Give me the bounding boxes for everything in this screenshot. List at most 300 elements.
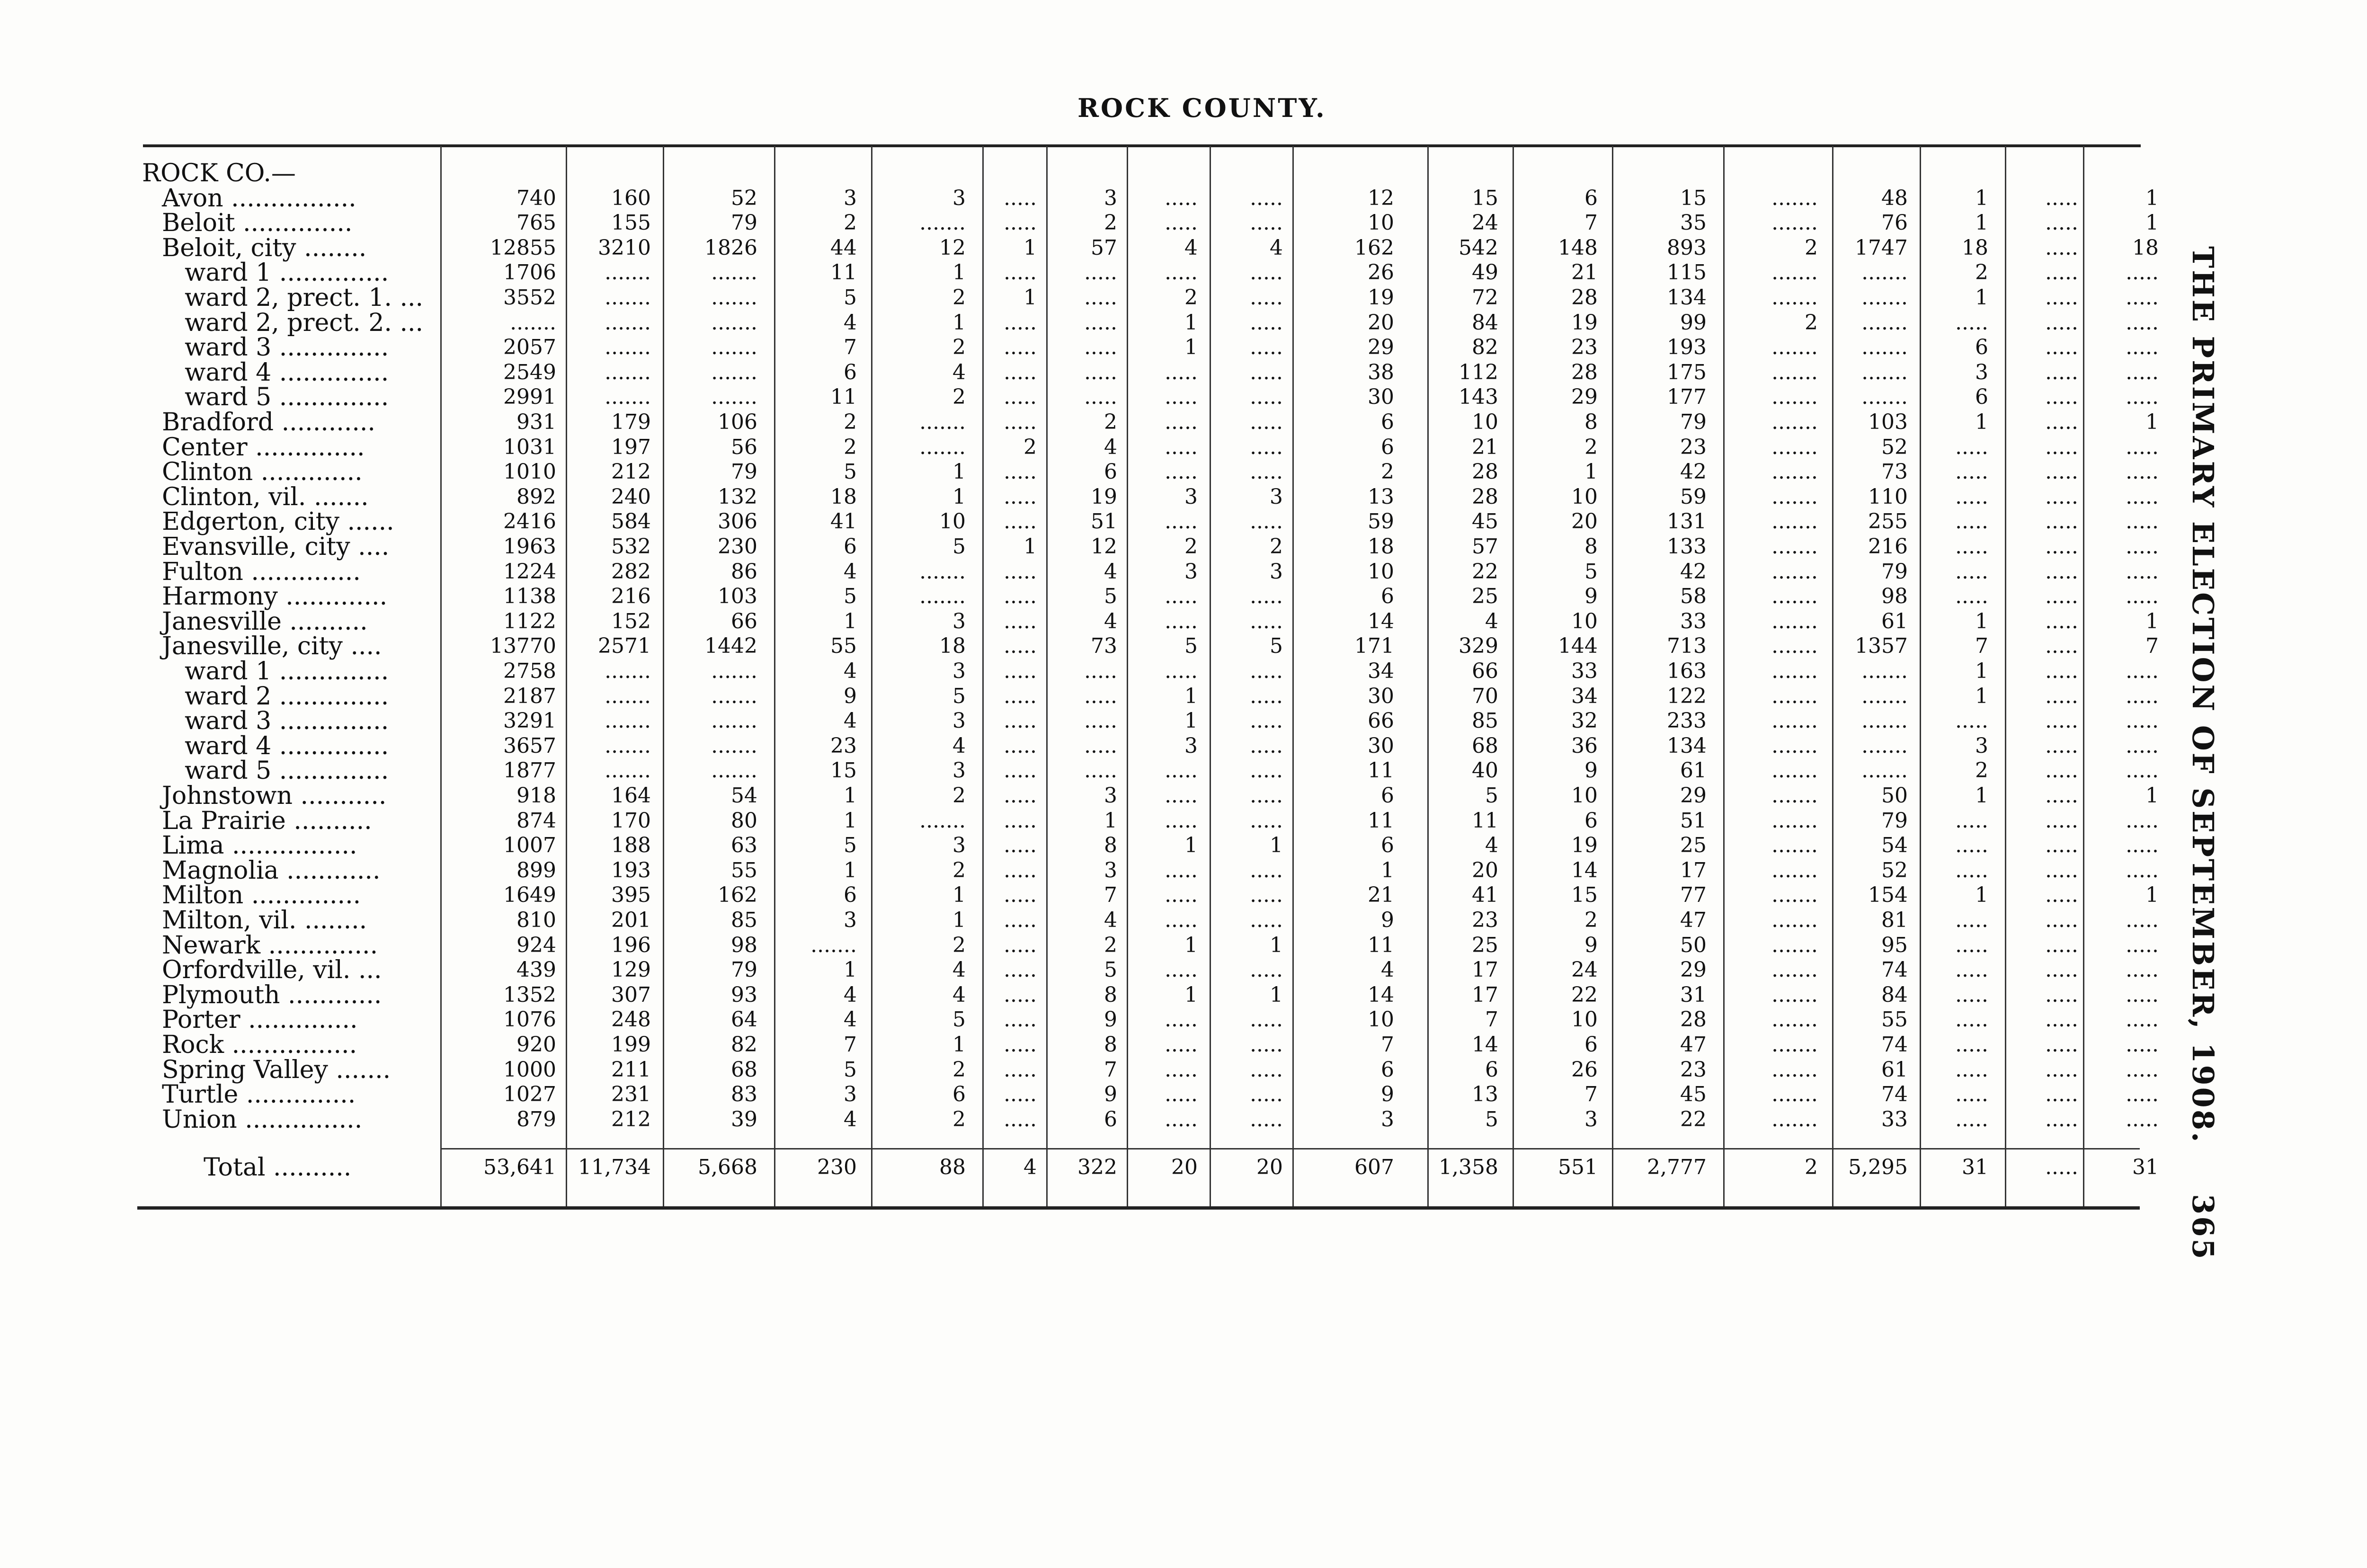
table-cell: ..... xyxy=(2045,609,2078,633)
table-cell: 2 xyxy=(952,1107,966,1131)
table-cell: ..... xyxy=(2126,1082,2159,1106)
table-cell: 193 xyxy=(1667,335,1707,359)
table-cell: 9 xyxy=(844,684,857,708)
table-cell: 72 xyxy=(1472,285,1498,310)
table-cell: ....... xyxy=(711,360,757,384)
table-cell: ..... xyxy=(1004,1082,1037,1106)
table-cell: 54 xyxy=(1881,833,1908,857)
table-cell: ....... xyxy=(1771,734,1818,758)
table-cell: ..... xyxy=(2126,758,2159,783)
table-cell: ....... xyxy=(1771,634,1818,658)
table-cell: 77 xyxy=(1680,883,1707,907)
table-cell: ..... xyxy=(1250,758,1283,783)
table-cell: 1 xyxy=(1975,883,1988,907)
table-cell: 2187 xyxy=(503,684,556,708)
table-cell: 5 xyxy=(1104,584,1117,608)
table-cell: 1 xyxy=(1023,535,1037,559)
table-cell: ..... xyxy=(1004,684,1037,708)
table-cell: ....... xyxy=(711,285,757,310)
table-cell: 59 xyxy=(1680,485,1707,509)
table-cell: 18 xyxy=(939,634,966,658)
row-label: ward 4 .............. xyxy=(185,358,389,387)
table-cell: 17 xyxy=(1680,858,1707,882)
table-cell: 1 xyxy=(952,260,966,285)
table-cell: 82 xyxy=(731,1033,757,1057)
table-cell: 3 xyxy=(844,186,857,210)
table-cell: 10 xyxy=(1368,1007,1394,1032)
table-cell: ..... xyxy=(2045,535,2078,559)
table-cell: 19 xyxy=(1571,833,1598,857)
table-cell: 171 xyxy=(1354,634,1394,658)
table-cell: 4 xyxy=(844,983,857,1007)
table-cell: 5 xyxy=(1485,784,1498,808)
table-cell: 11 xyxy=(1368,809,1394,833)
table-cell: ..... xyxy=(2045,211,2078,235)
table-cell: 28 xyxy=(1571,360,1598,384)
table-cell: ..... xyxy=(1004,1033,1037,1057)
table-cell: 2 xyxy=(952,858,966,882)
table-cell: 23 xyxy=(1472,908,1498,932)
table-cell: ..... xyxy=(2045,460,2078,484)
table-cell: 76 xyxy=(1881,211,1908,235)
table-cell: ....... xyxy=(1771,609,1818,633)
leader-dots: .... xyxy=(342,632,382,660)
row-label: ward 5 .............. xyxy=(185,757,389,785)
table-cell: 1 xyxy=(952,485,966,509)
table-cell: ..... xyxy=(2126,1007,2159,1032)
row-label: ward 2, prect. 2. ... xyxy=(185,309,424,337)
leader-dots: .............. xyxy=(271,682,389,711)
table-cell: ..... xyxy=(2126,933,2159,957)
table-cell: ..... xyxy=(1004,933,1037,957)
table-cell: ..... xyxy=(1955,435,1988,459)
table-cell: ..... xyxy=(2045,809,2078,833)
table-cell: 230 xyxy=(817,1155,857,1179)
table-cell: 79 xyxy=(731,211,757,235)
row-label: Milton .............. xyxy=(162,881,361,909)
table-cell: 122 xyxy=(1667,684,1707,708)
table-cell: 12855 xyxy=(490,236,556,260)
table-cell: ....... xyxy=(919,584,966,608)
table-cell: ..... xyxy=(1250,659,1283,683)
table-cell: 1 xyxy=(1270,983,1283,1007)
table-cell: ....... xyxy=(605,285,651,310)
table-cell: 148 xyxy=(1558,236,1598,260)
table-cell: ..... xyxy=(1004,385,1037,409)
table-cell: ....... xyxy=(1771,335,1818,359)
table-cell: ..... xyxy=(2126,1058,2159,1082)
table-cell: ..... xyxy=(2045,883,2078,907)
table-cell: 23 xyxy=(1680,435,1707,459)
table-cell: 28 xyxy=(1472,485,1498,509)
table-cell: 1 xyxy=(1270,933,1283,957)
table-cell: 66 xyxy=(1472,659,1498,683)
table-cell: 5 xyxy=(952,684,966,708)
table-cell: ..... xyxy=(2045,784,2078,808)
table-cell: ....... xyxy=(1861,659,1908,683)
table-cell: 19 xyxy=(1091,485,1117,509)
table-cell: ..... xyxy=(1004,485,1037,509)
table-cell: 170 xyxy=(611,809,651,833)
table-cell: ....... xyxy=(1771,485,1818,509)
table-cell: 1 xyxy=(844,609,857,633)
table-cell: 1 xyxy=(2145,609,2159,633)
table-cell: 4 xyxy=(1184,236,1198,260)
table-cell: ....... xyxy=(605,684,651,708)
table-cell: 68 xyxy=(1472,734,1498,758)
table-cell: 2 xyxy=(1184,285,1198,310)
row-label: Union ............... xyxy=(162,1105,363,1134)
table-cell: 3 xyxy=(952,833,966,857)
leader-dots: .......... xyxy=(265,1153,352,1182)
table-cell: 3 xyxy=(1104,858,1117,882)
table-cell: 2 xyxy=(952,933,966,957)
table-cell: 61 xyxy=(1680,758,1707,783)
table-cell: ..... xyxy=(1084,260,1117,285)
row-label: Magnolia ............ xyxy=(162,856,381,885)
row-label: Evansville, city .... xyxy=(162,533,390,561)
table-cell: 5 xyxy=(1104,958,1117,982)
table-cell: 18 xyxy=(2132,236,2159,260)
table-cell: 1122 xyxy=(503,609,556,633)
table-cell: ..... xyxy=(1250,335,1283,359)
table-cell: ..... xyxy=(1004,883,1037,907)
table-cell: ....... xyxy=(1771,1007,1818,1032)
table-cell: 7 xyxy=(1584,1082,1598,1106)
table-cell: 4 xyxy=(1270,236,1283,260)
table-cell: 3 xyxy=(1184,485,1198,509)
leader-dots: ............ xyxy=(280,981,382,1009)
row-label: Janesville, city .... xyxy=(162,632,382,660)
table-cell: 55 xyxy=(830,634,857,658)
table-cell: 255 xyxy=(1868,509,1908,534)
table-cell: 5 xyxy=(844,460,857,484)
table-cell: 36 xyxy=(1571,734,1598,758)
table-cell: 82 xyxy=(1472,335,1498,359)
table-cell: 1224 xyxy=(503,560,556,584)
table-cell: ....... xyxy=(1771,758,1818,783)
table-cell: 1 xyxy=(844,958,857,982)
table-cell: 1 xyxy=(2145,211,2159,235)
table-cell: 3 xyxy=(1584,1107,1598,1131)
column-rule xyxy=(1427,146,1429,1206)
table-cell: 11 xyxy=(830,260,857,285)
table-cell: 11 xyxy=(830,385,857,409)
table-cell: 6 xyxy=(952,1082,966,1106)
table-cell: ..... xyxy=(1004,211,1037,235)
table-cell: 201 xyxy=(611,908,651,932)
row-label: Beloit, city ........ xyxy=(162,234,367,262)
row-label: Janesville .......... xyxy=(162,607,368,636)
table-cell: ....... xyxy=(605,758,651,783)
table-cell: 248 xyxy=(611,1007,651,1032)
table-cell: 21 xyxy=(1368,883,1394,907)
leader-dots: ........ xyxy=(296,234,367,262)
table-cell: 49 xyxy=(1472,260,1498,285)
table-cell: ..... xyxy=(1955,908,1988,932)
row-label: Edgerton, city ...... xyxy=(162,508,394,536)
table-cell: 80 xyxy=(731,809,757,833)
table-cell: 103 xyxy=(718,584,757,608)
table-cell: 1 xyxy=(2145,883,2159,907)
table-cell: 1 xyxy=(844,784,857,808)
table-cell: ..... xyxy=(1165,1058,1198,1082)
table-cell: 10 xyxy=(939,509,966,534)
table-cell: 7 xyxy=(1485,1007,1498,1032)
table-cell: 212 xyxy=(611,1107,651,1131)
row-label: ward 2 .............. xyxy=(185,682,389,711)
table-cell: 2 xyxy=(1270,535,1283,559)
table-cell: 4 xyxy=(952,983,966,1007)
table-cell: ....... xyxy=(1861,709,1908,733)
table-cell: 874 xyxy=(516,809,556,833)
table-cell: ..... xyxy=(1165,883,1198,907)
table-cell: 1 xyxy=(2145,784,2159,808)
table-cell: 395 xyxy=(611,883,651,907)
table-cell: ..... xyxy=(1250,509,1283,534)
table-cell: ..... xyxy=(2045,958,2078,982)
table-cell: 98 xyxy=(731,933,757,957)
table-cell: ..... xyxy=(1165,1033,1198,1057)
table-cell: 3291 xyxy=(503,709,556,733)
table-cell: 83 xyxy=(731,1082,757,1106)
table-cell: 211 xyxy=(611,1058,651,1082)
table-cell: 1 xyxy=(1184,335,1198,359)
table-cell: 216 xyxy=(611,584,651,608)
table-cell: ..... xyxy=(2126,809,2159,833)
table-cell: 19 xyxy=(1571,311,1598,335)
table-cell: 4 xyxy=(1485,609,1498,633)
table-cell: ..... xyxy=(1955,709,1988,733)
table-cell: ..... xyxy=(2045,485,2078,509)
table-cell: ..... xyxy=(1004,659,1037,683)
table-cell: 4 xyxy=(1381,958,1394,982)
table-cell: 79 xyxy=(731,958,757,982)
column-rule xyxy=(774,146,775,1206)
table-cell: 154 xyxy=(1868,883,1908,907)
table-cell: 1 xyxy=(1023,285,1037,310)
table-cell: ..... xyxy=(2126,509,2159,534)
table-cell: 2416 xyxy=(503,509,556,534)
table-cell: 8 xyxy=(1584,535,1598,559)
table-cell: ....... xyxy=(1771,809,1818,833)
table-cell: 11 xyxy=(1368,758,1394,783)
table-cell: 329 xyxy=(1459,634,1498,658)
table-cell: 1076 xyxy=(503,1007,556,1032)
table-cell: 3 xyxy=(952,186,966,210)
table-cell: ..... xyxy=(2045,385,2078,409)
table-cell: 162 xyxy=(718,883,757,907)
leader-dots: .... xyxy=(350,533,390,561)
table-cell: ..... xyxy=(1165,509,1198,534)
table-cell: ..... xyxy=(1250,1082,1283,1106)
table-cell: ..... xyxy=(1955,311,1988,335)
table-cell: 1 xyxy=(1184,684,1198,708)
table-cell: ....... xyxy=(1771,933,1818,957)
table-cell: 5 xyxy=(844,1058,857,1082)
table-cell: 22 xyxy=(1472,560,1498,584)
table-cell: ..... xyxy=(1004,410,1037,434)
row-label: Orfordville, vil. ... xyxy=(162,956,382,984)
table-cell: 10 xyxy=(1571,609,1598,633)
table-cell: 15 xyxy=(830,758,857,783)
table-cell: 1649 xyxy=(503,883,556,907)
row-label: ward 5 .............. xyxy=(185,383,389,411)
table-cell: 12 xyxy=(1091,535,1117,559)
table-cell: 3 xyxy=(952,609,966,633)
table-cell: ....... xyxy=(1771,659,1818,683)
table-cell: ....... xyxy=(1771,535,1818,559)
table-cell: 5 xyxy=(844,285,857,310)
table-cell: 25 xyxy=(1472,584,1498,608)
table-cell: 1 xyxy=(1584,460,1598,484)
table-cell: ....... xyxy=(1771,858,1818,882)
table-cell: 134 xyxy=(1667,734,1707,758)
table-cell: 584 xyxy=(611,509,651,534)
table-cell: 175 xyxy=(1667,360,1707,384)
table-cell: 20 xyxy=(1256,1155,1283,1179)
table-cell: ..... xyxy=(2045,186,2078,210)
table-cell: 6 xyxy=(1381,435,1394,459)
table-cell: ..... xyxy=(1250,584,1283,608)
table-cell: ..... xyxy=(2045,584,2078,608)
table-cell: 103 xyxy=(1868,410,1908,434)
table-cell: ..... xyxy=(1250,311,1283,335)
table-cell: 29 xyxy=(1680,958,1707,982)
table-cell: 28 xyxy=(1571,285,1598,310)
table-cell: ..... xyxy=(1004,311,1037,335)
leader-dots: ... xyxy=(392,309,424,337)
table-cell: ....... xyxy=(919,410,966,434)
table-cell: ..... xyxy=(1250,734,1283,758)
table-cell: 73 xyxy=(1091,634,1117,658)
table-cell: 1 xyxy=(1184,833,1198,857)
table-cell: 152 xyxy=(611,609,651,633)
table-cell: 7 xyxy=(1584,211,1598,235)
table-cell: 5,668 xyxy=(698,1155,757,1179)
table-cell: 22 xyxy=(1571,983,1598,1007)
leader-dots: .......... xyxy=(281,607,368,636)
table-cell: ..... xyxy=(2126,535,2159,559)
table-cell: 9 xyxy=(1584,758,1598,783)
leader-dots: .............. xyxy=(260,931,378,960)
table-cell: ..... xyxy=(2045,1033,2078,1057)
table-cell: ..... xyxy=(1250,360,1283,384)
table-cell: 2 xyxy=(952,1058,966,1082)
table-cell: 6 xyxy=(1104,460,1117,484)
table-cell: 28 xyxy=(1472,460,1498,484)
table-cell: 61 xyxy=(1881,609,1908,633)
table-cell: 33 xyxy=(1680,609,1707,633)
table-cell: 1 xyxy=(1975,784,1988,808)
table-cell: 1 xyxy=(1184,311,1198,335)
table-cell: 22 xyxy=(1680,1107,1707,1131)
table-cell: 6 xyxy=(1584,1033,1598,1057)
leader-dots: .............. xyxy=(240,1006,358,1034)
table-cell: 1 xyxy=(1975,684,1988,708)
table-cell: 5 xyxy=(1584,560,1598,584)
county-header: ROCK CO.— xyxy=(142,159,296,187)
table-cell: 740 xyxy=(516,186,556,210)
table-cell: ....... xyxy=(1861,285,1908,310)
table-cell: 112 xyxy=(1459,360,1498,384)
table-cell: 86 xyxy=(731,560,757,584)
table-cell: 3657 xyxy=(503,734,556,758)
table-cell: 1 xyxy=(1975,609,1988,633)
table-cell: 6 xyxy=(844,535,857,559)
table-cell: 5,295 xyxy=(1848,1155,1908,1179)
table-cell: ..... xyxy=(1955,833,1988,857)
leader-dots: ........ xyxy=(296,906,367,935)
table-cell: 6 xyxy=(1584,809,1598,833)
row-label: Milton, vil. ........ xyxy=(162,906,367,935)
leader-dots: ...... xyxy=(339,508,394,536)
table-cell: ..... xyxy=(1165,186,1198,210)
table-cell: ..... xyxy=(1004,958,1037,982)
table-cell: 810 xyxy=(516,908,556,932)
leader-dots: ... xyxy=(350,956,382,984)
table-cell: ....... xyxy=(711,684,757,708)
column-rule xyxy=(663,146,664,1206)
table-cell: ..... xyxy=(1955,509,1988,534)
table-cell: ..... xyxy=(1250,385,1283,409)
table-cell: 1 xyxy=(1104,809,1117,833)
table-cell: ....... xyxy=(1861,335,1908,359)
table-cell: 2 xyxy=(1104,410,1117,434)
table-cell: 26 xyxy=(1368,260,1394,285)
table-cell: 9 xyxy=(1104,1082,1117,1106)
table-cell: 79 xyxy=(1680,410,1707,434)
table-cell: 306 xyxy=(718,509,757,534)
table-cell: 893 xyxy=(1667,236,1707,260)
table-cell: 1352 xyxy=(503,983,556,1007)
table-cell: 98 xyxy=(1881,584,1908,608)
table-cell: 1010 xyxy=(503,460,556,484)
table-cell: ..... xyxy=(1165,958,1198,982)
table-cell: 7 xyxy=(1104,1058,1117,1082)
table-cell: ....... xyxy=(1861,734,1908,758)
table-cell: 18 xyxy=(1962,236,1988,260)
column-rule xyxy=(1832,146,1833,1206)
table-cell: ....... xyxy=(1771,1082,1818,1106)
table-cell: ..... xyxy=(1955,560,1988,584)
table-cell: 4 xyxy=(844,1107,857,1131)
table-cell: 1 xyxy=(1023,236,1037,260)
leader-dots: .............. xyxy=(243,881,361,909)
table-cell: 8 xyxy=(1104,1033,1117,1057)
leader-dots: .............. xyxy=(271,333,389,362)
table-cell: 143 xyxy=(1459,385,1498,409)
leader-dots: ............... xyxy=(237,1105,363,1134)
table-cell: 5 xyxy=(844,833,857,857)
row-label: ward 3 .............. xyxy=(185,333,389,362)
table-cell: 50 xyxy=(1680,933,1707,957)
table-cell: 155 xyxy=(611,211,651,235)
row-label: ward 3 .............. xyxy=(185,707,389,735)
table-cell: 6 xyxy=(1381,784,1394,808)
table-cell: 4 xyxy=(1104,609,1117,633)
leader-dots: .......... xyxy=(285,807,372,835)
table-cell: ..... xyxy=(1250,908,1283,932)
table-cell: ....... xyxy=(1771,385,1818,409)
table-cell: ..... xyxy=(2126,858,2159,882)
table-cell: 231 xyxy=(611,1082,651,1106)
row-label: Beloit .............. xyxy=(162,209,353,237)
table-cell: 1 xyxy=(1381,858,1394,882)
table-cell: 129 xyxy=(611,958,651,982)
table-cell: ....... xyxy=(1861,758,1908,783)
table-cell: ....... xyxy=(605,709,651,733)
